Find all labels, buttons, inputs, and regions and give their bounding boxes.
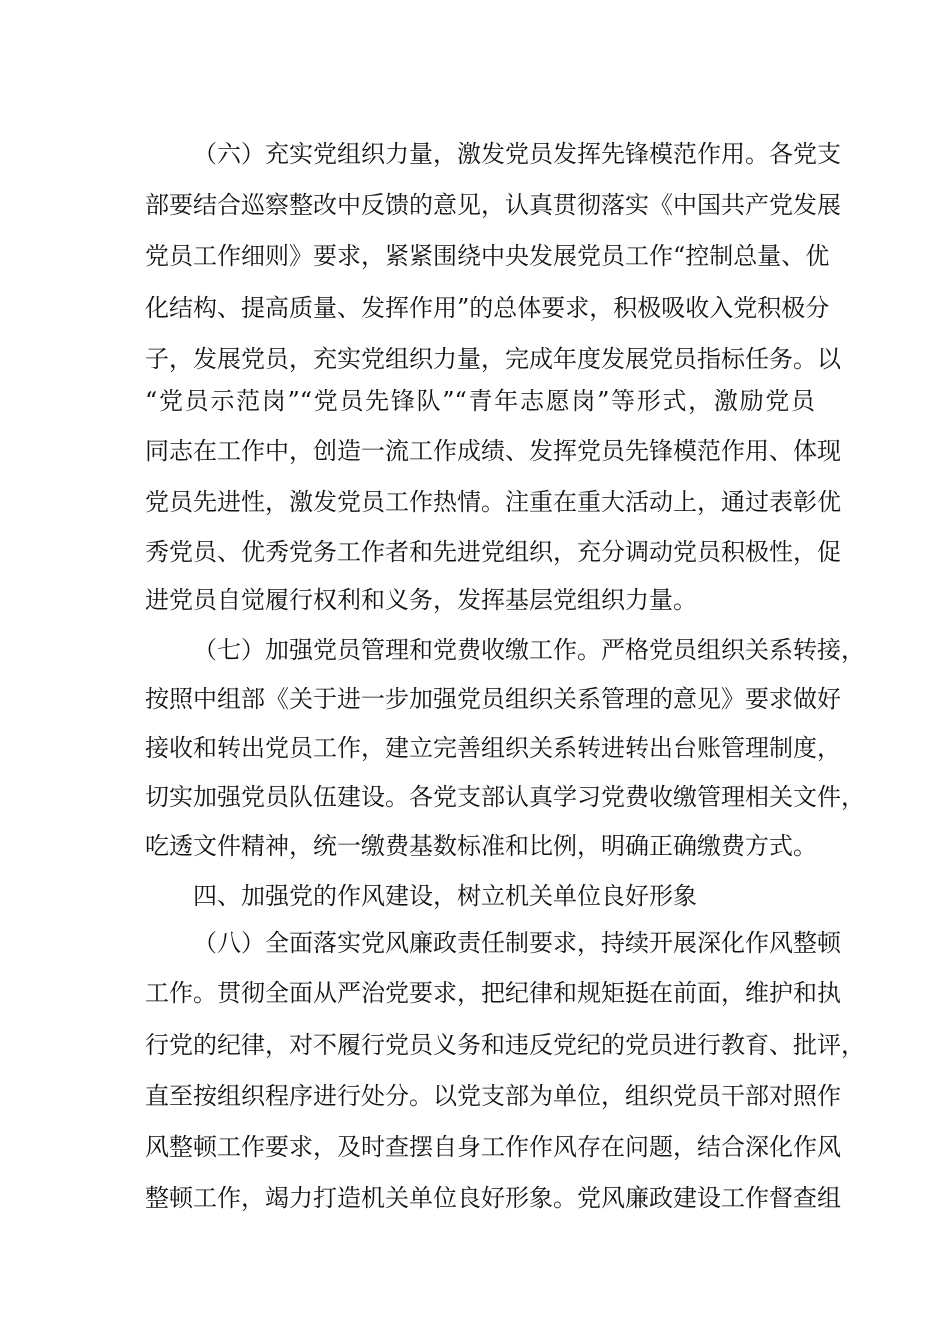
paragraph-6-line-4: 化结构、提高质量、发挥作用”的总体要求，积极吸收入党积极分: [145, 294, 830, 322]
paragraph-6-line-2: 部要结合巡察整改中反馈的意见，认真贯彻落实《中国共产党发展: [145, 191, 841, 219]
paragraph-7-line-5: 吃透文件精神，统一缴费基数标准和比例，明确正确缴费方式。: [145, 832, 817, 860]
paragraph-7-line-4: 切实加强党员队伍建设。各党支部认真学习党费收缴管理相关文件，: [145, 783, 865, 811]
paragraph-6-line-3: 党员工作细则》要求，紧紧围绕中央发展党员工作“控制总量、优: [145, 242, 830, 270]
paragraph-8-line-2: 工作。贯彻全面从严治党要求，把纪律和规矩挺在前面，维护和执: [145, 979, 841, 1007]
paragraph-8-line-6: 整顿工作，竭力打造机关单位良好形象。党风廉政建设工作督查组: [145, 1184, 841, 1212]
paragraph-7-line-3: 接收和转出党员工作，建立完善组织关系转进转出台账管理制度，: [145, 734, 841, 762]
paragraph-8-line-1: （八）全面落实党风廉政责任制要求，持续开展深化作风整顿: [193, 929, 841, 957]
paragraph-6-line-6: “党员示范岗”“党员先锋队”“青年志愿岗”等形式，激励党员: [145, 387, 815, 415]
paragraph-6-line-5: 子，发展党员，充实党组织力量，完成年度发展党员指标任务。以: [145, 345, 841, 373]
paragraph-6-line-8: 党员先进性，激发党员工作热情。注重在重大活动上，通过表彰优: [145, 488, 841, 516]
paragraph-7-line-1: （七）加强党员管理和党费收缴工作。严格党员组织关系转接，: [193, 636, 865, 664]
section-heading-4: 四、加强党的作风建设，树立机关单位良好形象: [193, 882, 697, 910]
paragraph-8-line-5: 风整顿工作要求，及时查摆自身工作作风存在问题，结合深化作风: [145, 1133, 841, 1161]
paragraph-6-line-10: 进党员自觉履行权利和义务，发挥基层党组织力量。: [145, 586, 697, 614]
paragraph-8-line-3: 行党的纪律，对不履行党员义务和违反党纪的党员进行教育、批评，: [145, 1031, 865, 1059]
paragraph-8-line-4: 直至按组织程序进行处分。以党支部为单位，组织党员干部对照作: [145, 1082, 841, 1110]
paragraph-6-line-1: （六）充实党组织力量，激发党员发挥先锋模范作用。各党支: [193, 140, 841, 168]
paragraph-6-line-7: 同志在工作中，创造一流工作成绩、发挥党员先锋模范作用、体现: [145, 437, 841, 465]
paragraph-6-line-9: 秀党员、优秀党务工作者和先进党组织，充分调动党员积极性，促: [145, 538, 841, 566]
paragraph-7-line-2: 按照中组部《关于进一步加强党员组织关系管理的意见》要求做好: [145, 685, 841, 713]
